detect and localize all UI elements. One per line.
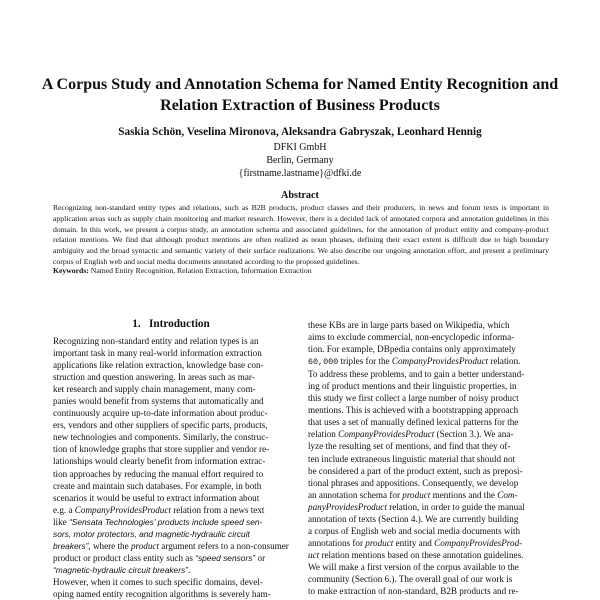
body-line: continuously acquire up-to-date information about produc- <box>53 408 268 419</box>
text-fragment: argument refers to a non-consumer <box>159 540 289 551</box>
body-line <box>308 355 548 368</box>
body-line: Recognizing non-standard entity and relation types is an <box>53 336 259 346</box>
abstract-text: Recognizing non-standard entity types and relations, such as B2B products, product classes and their producers, in news and forum texts is important in application areas such as supply chain monitoring and market research. However, there is a decided lack of annotated corpora and annotation guidelines in this domain. In this work, we present a corpus study, an annotation schema and associated guidelines, for the annotation of product entity and company-product relation mentions. We find that although product mentions are often realized as noun phrases, defining their exact extent is difficult due to high boundary ambiguity and the broad syntactic and semantic variety of their surface realizations. We also describe our ongoing annotation effort, and present a preliminary corpus of English web and social media documents annotated according to the proposed guidelines. <box>53 203 549 266</box>
left-body-lines <box>53 335 289 504</box>
relation-name: CompanyProvidesProduct <box>338 429 435 440</box>
body-line: new technologies and components. Similarly, the construc- <box>53 432 269 443</box>
section-heading <box>53 318 289 330</box>
body-line: applications like relation extraction, knowledge base con- <box>53 360 264 371</box>
entity-name: product <box>365 537 394 548</box>
body-line: tion. For example, DBpedia contains only approximately <box>308 344 516 355</box>
example-quote: “speed sensors” <box>195 552 256 563</box>
body-line: scenarios it would be useful to extract information about <box>53 492 260 503</box>
keywords-label: Keywords: <box>53 266 89 275</box>
text-fragment: entity and <box>393 537 435 548</box>
body-line: struction and question answering. In areas such as mar- <box>53 372 255 383</box>
body-line: panies would benefit from systems that automatically and <box>53 396 264 407</box>
right-body-lines <box>308 513 548 537</box>
text-fragment: like <box>53 516 69 527</box>
body-line: oping named entity recognition algorithms is severely ham- <box>53 588 271 599</box>
example-quote: “magnetic-hydraulic circuit breakers” <box>53 564 188 575</box>
body-line: ten include extraneous linguistic material that should not <box>308 453 516 464</box>
relation-name: Com- <box>497 489 518 500</box>
text-fragment: relation, in order to guide the manual <box>386 501 525 512</box>
body-line: ers, vendors and other suppliers of specific parts, products, <box>53 420 268 431</box>
keywords-list: Named Entity Recognition, Relation Extraction, Information Extraction <box>90 266 312 275</box>
section-number: 1. <box>132 318 141 330</box>
relation-name: CompanyProvidesProduct <box>74 504 171 515</box>
body-line: ket research and supply chain management, many com- <box>53 384 256 395</box>
body-line <box>53 552 289 564</box>
body-line: tional phrases and appositions. Consequently, we develop <box>308 477 519 488</box>
body-line: ing of product mentions and their linguistic properties, in <box>308 381 517 392</box>
body-line: lationships would clearly benefit from information extrac- <box>53 456 266 467</box>
text-fragment: . <box>187 564 191 575</box>
right-body-lines <box>308 319 548 355</box>
triple-count: 60,000 <box>308 357 339 368</box>
body-line <box>308 537 548 549</box>
body-line <box>53 564 289 576</box>
example-quote: “Sensata Technologies’ products include speed sen- <box>68 516 263 527</box>
paper-title <box>30 74 570 116</box>
title-line-1: A Corpus Study and Annotation Schema for Named Entity Recognition and <box>41 76 559 93</box>
location: Berlin, Germany <box>266 155 334 166</box>
text-fragment: e.g. a <box>53 504 75 515</box>
body-line: community (Section 6.). The overall goal of our work is <box>308 573 513 584</box>
relation-name: CompanyProvidesProduct <box>391 356 489 367</box>
body-line <box>53 504 289 516</box>
body-line: lyze the resulting set of mentions, and find that they of- <box>308 441 511 452</box>
text-fragment: relation from a news text <box>170 504 265 515</box>
body-line: annotation of texts (Section 4.). We are currently building <box>308 513 519 524</box>
text-fragment: (Section 3.). We ana- <box>434 429 514 440</box>
left-column <box>53 335 289 600</box>
body-line: this study we first collect a large number of noisy product <box>308 393 519 404</box>
affiliation: DFKI GmbH <box>273 142 327 153</box>
text-fragment: , where the <box>88 540 131 551</box>
section-title: Introduction <box>149 318 210 330</box>
text-fragment: product or product class entity such as <box>53 552 196 563</box>
body-line: these KBs are in large parts based on Wikipedia, which <box>308 320 510 330</box>
abstract-heading: Abstract <box>281 190 319 201</box>
author-list: Saskia Schön, Veselina Mironova, Aleksandra Gabryszak, Leonhard Hennig <box>118 126 482 138</box>
body-line <box>53 528 289 552</box>
body-line: We will make a first version of the corpus available to the <box>308 561 519 572</box>
keywords <box>53 266 549 275</box>
right-body-lines <box>308 561 548 597</box>
text-fragment: annotations for <box>308 537 366 548</box>
text-fragment: relation <box>308 429 339 440</box>
body-line: mentions. This is achieved with a bootstrapping approach <box>308 405 519 416</box>
entity-name: product <box>402 489 431 500</box>
title-line-2: Relation Extraction of Business Products <box>160 97 440 114</box>
body-line: create and maintain such databases. For example, in both <box>53 480 262 491</box>
example-quote: sors, motor protectors, and magnetic-hydraulic circuit breakers” <box>53 528 250 551</box>
right-body-lines <box>308 440 548 488</box>
body-line: that uses a set of manually defined lexical patterns for the <box>308 417 519 428</box>
text-fragment: relation. <box>488 356 521 367</box>
email: {firstname.lastname}@dfki.de <box>238 168 362 179</box>
body-line: a corpus of English web and social media documents with <box>308 525 521 536</box>
text-fragment: or <box>255 552 266 563</box>
right-column <box>308 319 548 597</box>
body-line <box>53 516 289 528</box>
body-line <box>308 428 548 440</box>
body-line: to make extraction of non-standard, B2B products and re- <box>308 586 519 597</box>
body-line: tion approaches by reducing the manual effort required to <box>53 468 264 479</box>
text-fragment: an annotation schema for <box>308 489 403 500</box>
relation-name: CompanyProvidesProd- <box>434 537 523 548</box>
text-fragment: triples for the <box>338 356 392 367</box>
text-fragment: mentions and the <box>430 489 498 500</box>
body-line: be considered a part of the product extent, such as preposi- <box>308 465 523 476</box>
body-line: important task in many real-world information extraction <box>53 348 262 359</box>
body-line <box>308 549 548 561</box>
body-line: To address these problems, and to gain a better understand- <box>308 369 525 380</box>
entity-name: product <box>130 540 160 551</box>
text-fragment: relation mentions based on these annotation guidelines. <box>319 549 524 560</box>
body-line: aims to exclude commercial, non-encyclopedic informa- <box>308 332 515 343</box>
body-line: However, when it comes to such specific domains, devel- <box>53 576 263 587</box>
relation-name: uct <box>308 549 320 560</box>
relation-name: panyProvidesProduct <box>308 501 387 512</box>
body-line <box>308 489 548 501</box>
body-line <box>308 501 548 513</box>
right-body-lines <box>308 368 548 428</box>
body-line: tion of knowledge graphs that store supplier and vendor re- <box>53 444 270 455</box>
